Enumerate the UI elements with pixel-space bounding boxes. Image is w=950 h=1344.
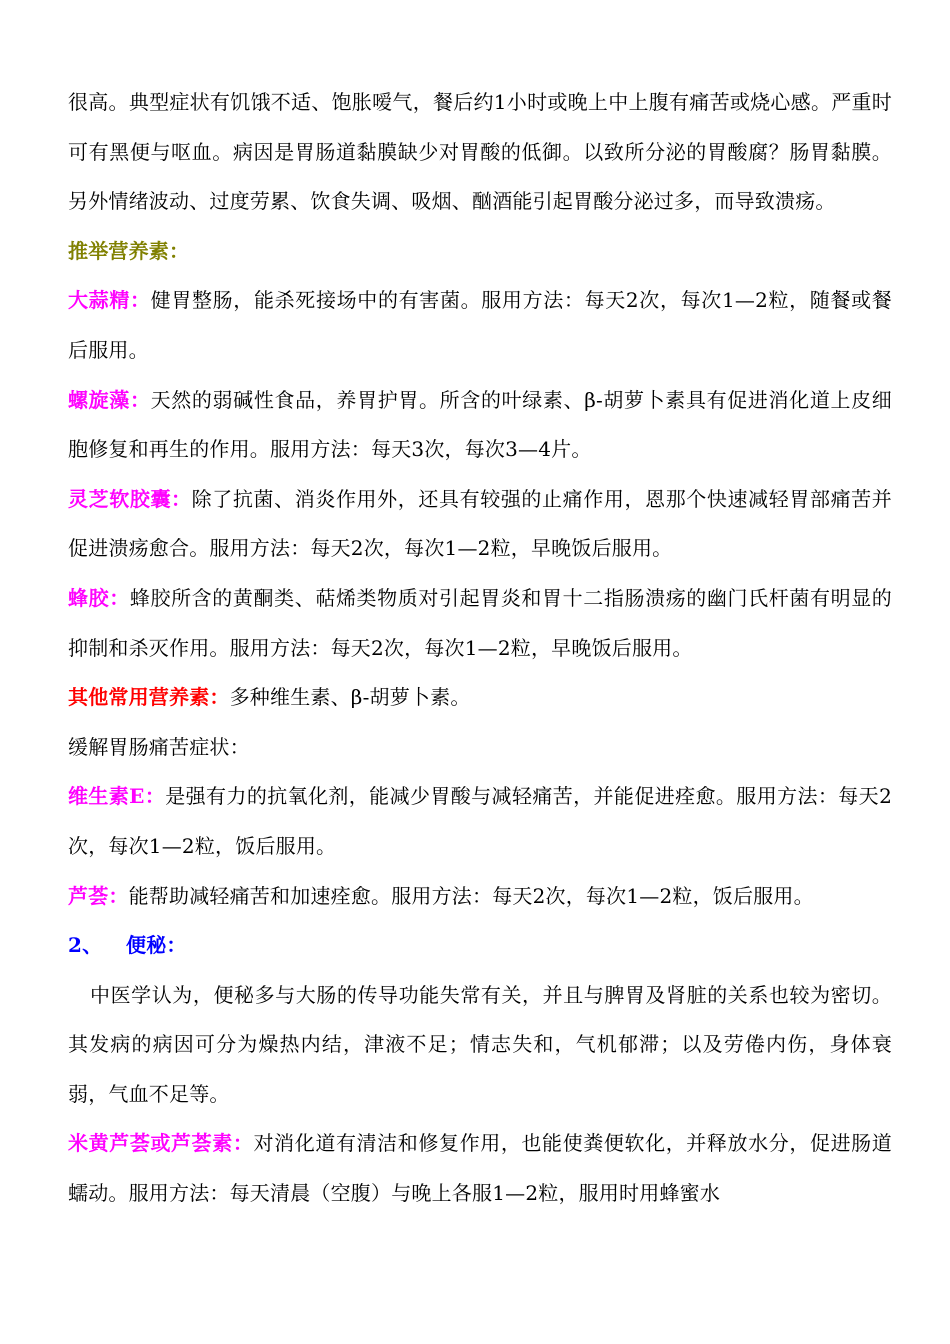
item-text: 蜂胶所含的黄酮类、萜烯类物质对引起胃炎和胃十二指肠溃疡的幽门氏杆菌有明显的抑制和杀灭作用。服用方法：每天2次，每次1—2粒，早晚饭后服用。	[68, 585, 892, 660]
item-label: 其他常用营养素：	[68, 685, 230, 710]
item-spirulina	[68, 376, 892, 475]
item-text: 天然的弱碱性食品，养胃护胃。所含的叶绿素、β-胡萝卜素具有促进消化道上皮细胞修复和再生的作用。服用方法：每天3次，每次3—4片。	[68, 387, 892, 462]
item-text: 健胃整肠，能杀死接场中的有害菌。服用方法：每天2次，每次1—2粒，随餐或餐后服用。	[68, 288, 892, 362]
item-text: 能帮助减轻痛苦和加速痊愈。服用方法：每天2次，每次1—2粒，饭后服用。	[128, 883, 814, 908]
section-heading-constipation	[68, 921, 892, 971]
item-label: 灵芝软胶囊：	[68, 486, 192, 511]
item-label: 米黄芦荟或芦荟素：	[68, 1131, 254, 1156]
item-label: 维生素E：	[68, 784, 166, 809]
item-label: 芦荟：	[68, 883, 129, 908]
section-title: 便秘：	[126, 933, 187, 958]
document-page	[68, 78, 892, 1219]
item-vitamin-e	[68, 772, 892, 871]
item-aloe	[68, 872, 892, 922]
item-label: 蜂胶：	[68, 585, 130, 610]
item-propolis	[68, 574, 892, 673]
item-label: 大蒜精：	[68, 288, 151, 313]
item-text: 除了抗菌、消炎作用外，还具有较强的止痛作用，恩那个快速减轻胃部痛苦并促进溃疡愈合。服用方法：每天2次，每次1—2粒，早晚饭后服用。	[68, 486, 892, 561]
item-aloe-extract	[68, 1119, 892, 1218]
relief-heading: 缓解胃肠痛苦症状：	[68, 734, 250, 759]
section2-paragraph: 中医学认为，便秘多与大肠的传导功能失常有关，并且与脾胃及肾脏的关系也较为密切。其发病的病因可分为燥热内结，津液不足；情志失和，气机郁滞；以及劳倦内伤，身体衰弱，气血不足等。	[68, 982, 892, 1106]
intro-paragraph: 很高。典型症状有饥饿不适、饱胀嗳气，餐后约1小时或晚上中上腹有痛苦或烧心感。严重时可有黑便与呕血。病因是胃肠道黏膜缺少对胃酸的低御。以致所分泌的胃酸腐？肠胃黏膜。另外情绪波动、过度劳累、饮食失调、吸烟、酗酒能引起胃酸分泌过多，而导致溃疡。	[68, 90, 892, 214]
item-text: 多种维生素、β-胡萝卜素。	[229, 685, 471, 710]
item-garlic	[68, 276, 892, 375]
section-number: 2、	[68, 933, 103, 958]
item-text: 是强有力的抗氧化剂，能减少胃酸与减轻痛苦，并能促进痊愈。服用方法：每天2次，每次1—2粒，饭后服用。	[68, 784, 892, 858]
item-other-nutrients	[68, 673, 892, 723]
recommend-heading: 推举营养素：	[68, 238, 190, 263]
item-label: 螺旋藻：	[68, 387, 151, 412]
item-text: 对消化道有清洁和修复作用，也能使粪便软化，并释放水分，促进肠道蠕动。服用方法：每天清晨（空腹）与晚上各服1—2粒，服用时用蜂蜜水	[68, 1131, 892, 1206]
item-ganoderma	[68, 475, 892, 574]
